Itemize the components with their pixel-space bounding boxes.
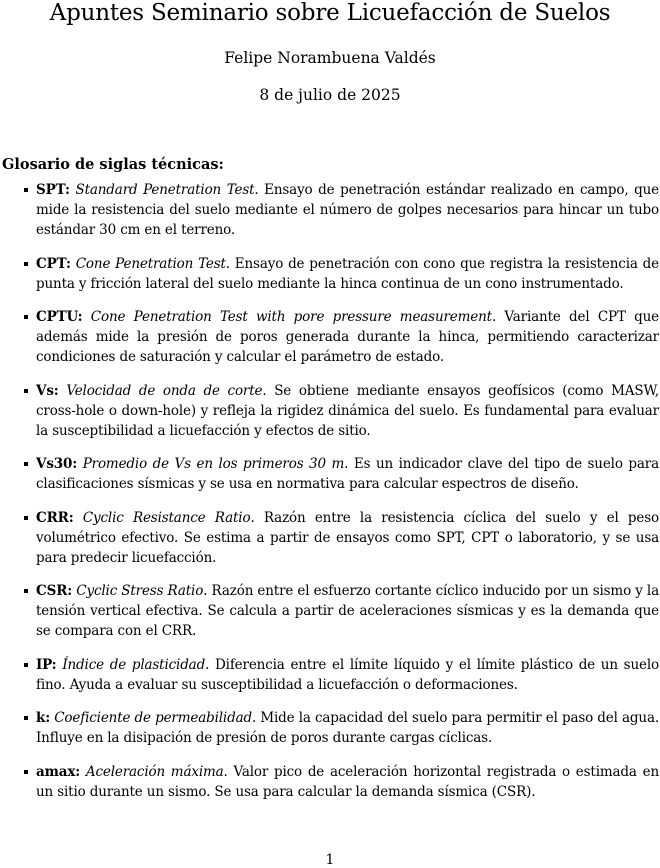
glossary-description: . Ensayo de penetración estándar realizado en campo, que mide la resistencia del suelo mediante el número de golpes necesarios para hincar un tubo estándar 30 cm en el terreno. [36,182,659,238]
glossary-term: k: [36,710,51,726]
glossary-term: amax: [36,763,81,780]
glossary-description: . Es un indicador clave del tipo de suelo para clasificaciones sísmicas y se usa en normativa para calcular espectros de diseño. [36,456,659,492]
glossary-item-cptu [36,307,659,367]
glossary-expansion: Velocidad de onda de corte [66,382,263,399]
glossary-term: IP: [36,656,57,673]
document-date: 8 de julio de 2025 [259,86,401,104]
glossary-expansion: Aceleración máxima [85,763,224,780]
glossary-term: CPTU: [36,309,83,325]
glossary-item-csr [36,581,659,641]
glossary-description: . Variante del CPT que además mide la presión de poros generada durante la hinca, permitiendo caracterizar condiciones de saturación y calcular el parámetro de estado. [36,309,659,365]
glossary-description: . Diferencia entre el límite líquido y el límite plástico de un suelo fino. Ayuda a evaluar su susceptibilidad a licuefacción o deformaciones. [36,656,659,693]
glossary-term: SPT: [36,182,70,198]
glossary-item-k [36,708,659,748]
document-author: Felipe Norambuena Valdés [224,49,436,67]
glossary-item-spt [36,180,659,240]
glossary-expansion: Cyclic Resistance Ratio [82,509,251,526]
glossary-term: CSR: [36,583,73,599]
glossary-item-vs30 [36,454,659,494]
glossary-description: . Se obtiene mediante ensayos geofísicos (como MASW, cross-hole o down-hole) y refleja la rigidez dinámica del suelo. Es fundamental para evaluar la susceptibilidad a licuefacción y efectos de sitio. [36,382,659,439]
glossary-description: . Razón entre la resistencia cíclica del suelo y el peso volumétrico efectivo. Se estima a partir de ensayos como SPT, CPT o laboratorio, y se usa para predecir licuefacción. [36,509,659,566]
page-number: 1 [325,852,335,868]
glossary-expansion: Cone Penetration Test with pore pressure measurement [90,309,492,325]
glossary-item-crr [36,508,659,568]
glossary-item-vs [36,381,659,441]
glossary-term: CPT: [36,255,71,272]
glossary-expansion: Índice de plasticidad [62,656,206,673]
glossary-heading: Glosario de siglas técnicas: [2,156,224,173]
glossary-expansion: Standard Penetration Test [75,182,255,198]
glossary-description: . Mide la capacidad del suelo para permitir el paso del agua. Influye en la disipación de presión de poros durante cargas cíclicas. [36,710,659,746]
glossary-term: Vs30: [36,456,78,472]
glossary-expansion: Cyclic Stress Ratio [76,583,204,599]
glossary-expansion: Promedio de Vs en los primeros 30 m [82,456,345,472]
glossary-expansion: Coeficiente de permeabilidad [54,710,252,726]
glossary-description: . Razón entre el esfuerzo cortante cíclico inducido por un sismo y la tensión vertical efectiva. Se calcula a partir de aceleraciones sísmicas y es la demanda que se compara con el CRR. [36,583,659,639]
glossary-term: Vs: [36,382,59,399]
glossary-item-amax [36,762,659,802]
glossary-description: . Ensayo de penetración con cono que registra la resistencia de punta y fricción lateral del suelo mediante la hinca continua de un cono instrumentado. [36,255,659,292]
document-title: Apuntes Seminario sobre Licuefacción de Suelos [49,0,611,26]
glossary-term: CRR: [36,509,74,526]
glossary-expansion: Cone Penetration Test [75,255,226,272]
glossary-list [36,180,659,815]
glossary-item-cpt [36,254,659,294]
glossary-item-ip [36,655,659,695]
glossary-description: . Valor pico de aceleración horizontal registrada o estimada en un sitio durante un sismo. Se usa para calcular la demanda sísmica (CSR). [36,763,659,800]
